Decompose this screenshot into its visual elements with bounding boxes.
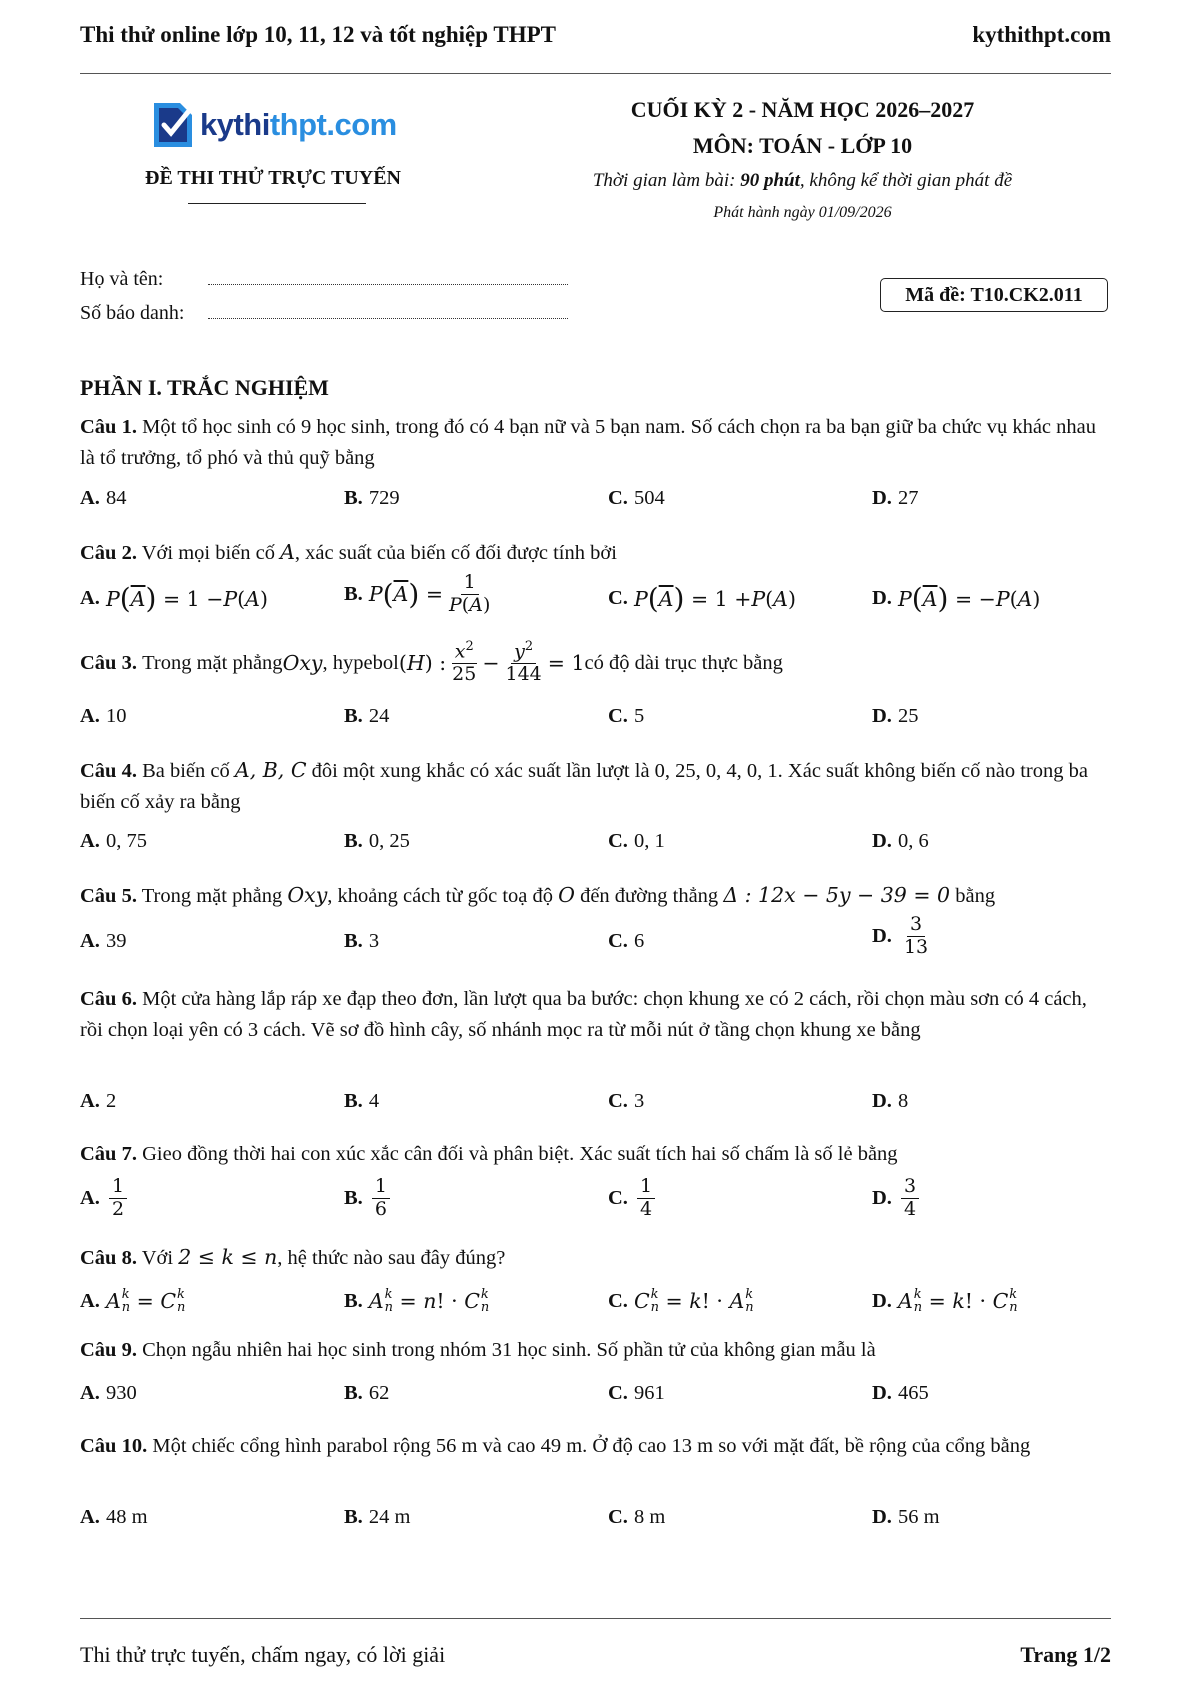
- name-dotted-line: [208, 268, 568, 285]
- option-c[interactable]: C. $\frac{1}{4}$: [608, 1176, 658, 1221]
- option-b[interactable]: B. 3: [344, 930, 380, 952]
- student-id-label: Số báo danh:: [80, 302, 185, 324]
- option-a[interactable]: A. 930: [80, 1382, 137, 1404]
- option-b[interactable]: B. $\frac{1}{6}$: [344, 1176, 393, 1221]
- option-c[interactable]: C. 6: [608, 930, 645, 952]
- option-a[interactable]: A. 0, 75: [80, 830, 147, 852]
- name-label: Họ và tên:: [80, 268, 164, 290]
- option-c[interactable]: C. 3: [608, 1090, 645, 1112]
- option-d[interactable]: D. A k n = k ! · C k n: [872, 1287, 1018, 1315]
- option-d[interactable]: D. 56 m: [872, 1506, 940, 1528]
- exam-term: CUỐI KỲ 2 - NĂM HỌC 2026–2027: [630, 97, 975, 122]
- option-c[interactable]: C. 0, 1: [608, 830, 665, 852]
- footer-divider: [80, 1618, 1111, 1619]
- question-6: Câu 6. Một cửa hàng lắp ráp xe đạp theo đơn, lần lượt qua ba bước: chọn khung xe có 2 cách, rồi chọn màu sơn có 4 cách, rồi chọn loại yên có 3 cách. Vẽ sơ đồ hình cây, số nhánh mọc ra từ mỗi nút ở tầng chọn khung xe bằng: [80, 988, 1087, 1041]
- exam-subject: MÔN: TOÁN - LỚP 10: [692, 133, 913, 158]
- option-d[interactable]: D. 465: [872, 1382, 929, 1404]
- option-c[interactable]: C. P ( $\overline{A}$ ) = 1 + P ( A ): [608, 582, 796, 615]
- site-url: kythithpt.com: [972, 22, 1111, 47]
- option-d[interactable]: D. $\frac{3}{4}$: [872, 1176, 922, 1221]
- question-7: Câu 7. Gieo đồng thời hai con xúc xắc cân đối và phân biệt. Xác suất tích hai số chấm là số lẻ bằng: [80, 1143, 898, 1165]
- option-b[interactable]: B. 0, 25: [344, 830, 410, 852]
- logo-text-part2: thpt.com: [269, 107, 397, 142]
- option-c[interactable]: C. C k n = k ! · A k n: [608, 1287, 754, 1315]
- option-b[interactable]: B. A k n = n ! · C k n: [344, 1287, 490, 1315]
- question-5: Câu 5. Trong mặt phẳng Oxy, khoảng cách từ gốc toạ độ O đến đường thẳng Δ : 12x − 5y − 39 = 0 bằng: [80, 883, 996, 907]
- option-d[interactable]: D. P ( $\overline{A}$ ) = − P ( A ): [872, 582, 1041, 615]
- logo-mark-icon: [150, 100, 196, 150]
- student-id-field[interactable]: [80, 302, 568, 325]
- option-a[interactable]: A. 84: [80, 487, 127, 509]
- option-d[interactable]: D. 8: [872, 1090, 909, 1112]
- question-2: Câu 2. Với mọi biến cố A, xác suất của biến cố đối được tính bởi: [80, 540, 617, 564]
- option-a[interactable]: A. 2: [80, 1090, 117, 1112]
- header-divider: [80, 73, 1111, 74]
- option-c[interactable]: C. 504: [608, 487, 665, 509]
- option-b[interactable]: B. 24: [344, 705, 390, 727]
- footer-tagline: Thi thử trực tuyến, chấm ngay, có lời giải: [80, 1642, 446, 1667]
- option-b[interactable]: B. 4: [344, 1090, 380, 1112]
- option-a[interactable]: A. P ( $\overline{A}$ ) = 1 − P ( A ): [80, 582, 268, 615]
- option-d[interactable]: D. 25: [872, 705, 919, 727]
- option-a[interactable]: A. 10: [80, 705, 127, 727]
- name-field[interactable]: [80, 268, 568, 291]
- option-a[interactable]: A. 48 m: [80, 1506, 148, 1528]
- question-4: Câu 4. Ba biến cố A, B, C đôi một xung khắc có xác suất lần lượt là 0, 25, 0, 4, 0, 1. Xác suất không biến cố nào trong ba biến cố xảy ra bằng: [80, 758, 1088, 813]
- option-c[interactable]: C. 8 m: [608, 1506, 666, 1528]
- option-a[interactable]: A. 39: [80, 930, 127, 952]
- logo: [150, 100, 397, 150]
- option-b[interactable]: B. 24 m: [344, 1506, 411, 1528]
- option-d[interactable]: D. 27: [872, 487, 919, 509]
- question-3: Câu 3. Trong mặt phẳng Oxy , hypebol ( H ) : $\frac{x^2}{25}$ − $\frac{y^2}{144}$ = 1 có độ dài trục thực bằng: [80, 639, 783, 686]
- option-a[interactable]: A. $\frac{1}{2}$: [80, 1176, 130, 1221]
- release-date: Phát hành ngày 01/09/2026: [713, 204, 892, 221]
- site-tagline: Thi thử online lớp 10, 11, 12 và tốt nghiệp THPT: [80, 22, 556, 47]
- exam-type: ĐỀ THI THỬ TRỰC TUYẾN: [145, 167, 401, 189]
- option-b[interactable]: B. 729: [344, 487, 400, 509]
- option-c[interactable]: C. 961: [608, 1382, 665, 1404]
- option-d[interactable]: D. $\frac{3}{13}$: [872, 913, 929, 958]
- option-d[interactable]: D. 0, 6: [872, 830, 929, 852]
- student-id-dotted-line: [208, 302, 568, 319]
- page-number: Trang 1/2: [1020, 1642, 1111, 1667]
- exam-duration: Thời gian làm bài: 90 phút, không kể thời gian phát đề: [592, 170, 1013, 191]
- question-10: Câu 10. Một chiếc cổng hình parabol rộng 56 m và cao 49 m. Ở độ cao 13 m so với mặt đất, bề rộng của cổng bằng: [80, 1435, 1031, 1457]
- question-8: Câu 8. Với 2 ≤ k ≤ n, hệ thức nào sau đây đúng?: [80, 1245, 506, 1269]
- subtitle-underline: [188, 203, 366, 204]
- exam-code-box: Mã đề: T10.CK2.011: [880, 278, 1108, 312]
- option-c[interactable]: C. 5: [608, 705, 645, 727]
- question-9: Câu 9. Chọn ngẫu nhiên hai học sinh trong nhóm 31 học sinh. Số phần tử của không gian mẫu là: [80, 1339, 876, 1361]
- option-b[interactable]: B. P ( $\overline{A}$ ) = $\frac{1}{P(A)}$: [344, 571, 491, 616]
- section-title: PHẦN I. TRẮC NGHIỆM: [80, 375, 329, 400]
- logo-text-part1: kythi: [200, 107, 270, 142]
- option-b[interactable]: B. 62: [344, 1382, 390, 1404]
- question-1: Câu 1. Một tổ học sinh có 9 học sinh, trong đó có 4 bạn nữ và 5 bạn nam. Số cách chọn ra ba bạn giữ ba chức vụ khác nhau là tổ trưởng, tổ phó và thủ quỹ bằng: [80, 416, 1096, 469]
- option-a[interactable]: A. A k n = C k n: [80, 1287, 186, 1315]
